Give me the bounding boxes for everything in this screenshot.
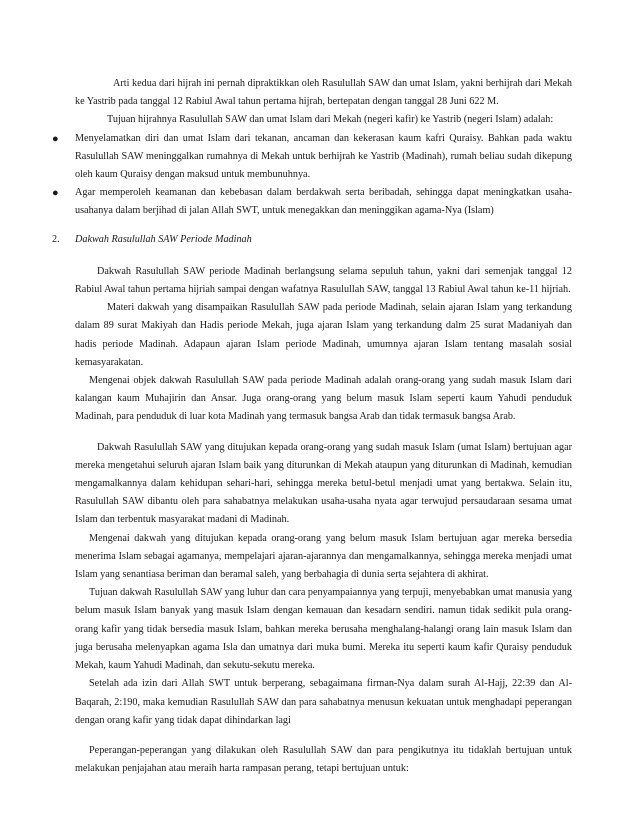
paragraph-period-duration: Dakwah Rasulullah SAW periode Madinah berlangsung selama sepuluh tahun, yakni dari semenjak tanggal 12 Rabiul Awal tahun pertama hijriah sampai dengan wafatnya Rasulullah SAW, tanggal 13 Rabiul Awal tahun ke-11 hijriah.: [75, 265, 572, 296]
paragraph-war-permission: Setelah ada izin dari Allah SWT untuk berperang, sebagaimana firman-Nya dalam surah Al-Hajj, 22:39 dan Al-Baqarah, 2:190, maka kemudian Rasulullah SAW dan para sahabatnya menusun kekuatan untuk menghadapi peperangan dengan orang kafir yang tidak dapat dihindarkan lagi: [75, 678, 572, 726]
section-number: 2.: [52, 233, 60, 245]
paragraph-dakwah-non-muslims: Mengenai dakwah yang ditujukan kepada orang-orang yang belum masuk Islam bertujuan agar mereka bersedia menerima Islam sebagai agamanya, mempelajari ajaran-ajarannya dan mengamalkannya, sehingga mereka menjadi umat Islam yang senantiasa beriman dan beramal saleh, yang berbahagia di dunia serta sejahtera di akhirat.: [75, 532, 572, 581]
paragraph-dakwah-material: Materi dakwah yang disampaikan Rasulullah SAW pada periode Madinah, selain ajaran Islam yang terkandung dalam 89 surat Makiyah dan Hadis periode Mekah, juga ajaran Islam yang terkandung dalm 25 surat Madaniyah dan hadis periode Madinah. Adapaun ajaran Islam periode Madinah, umumnya ajaran Islam tentang masalah sosial kemasyarakatan.: [75, 302, 572, 368]
paragraph-hijrah-meaning: Arti kedua dari hijrah ini pernah dipraktikkan oleh Rasulullah SAW dan umat Islam, yakni berhijrah dari Mekah ke Yastrib pada tanggal 12 Rabiul Awal tahun pertama hijrah, bertepatan dengan tanggal 28 Juni 622 M.: [75, 78, 572, 108]
list-item-text: Agar memperoleh keamanan dan kebebasan dalam berdakwah serta beribadah, sehingga dapat meningkatkan usaha-usahanya dalam berjihad di jalan Allah SWT, untuk menegakkan dan meninggikan agama-Nya (Islam): [75, 187, 572, 217]
bullet-dot-icon: ●: [52, 187, 59, 200]
bullet-dot-icon: ●: [52, 132, 59, 145]
purpose-list: [52, 130, 572, 221]
section-heading: [52, 231, 572, 249]
paragraph-dakwah-goal: Tujuan dakwah Rasulullah SAW yang luhur dan cara penyampaiannya yang terpuji, menyebabkan umat manusia yang belum masuk Islam banyak yang masuk Islam dengan kemauan dan kesadarn sendiri. namun tidak sedikit pula orang-orang kafir yang tidak bersedia masuk Islam, bahkan mereka berusaha menghalang-halangi orang lain masuk Islam dan juga berusaha melenyapkan agama Isla dan umatnya dari muka bumi. Mereka itu seperti kaum kafir Quraisy penduduk Mekah, kaum Yahudi Madinah, dan sekutu-sekutu mereka.: [75, 587, 572, 672]
paragraph-dakwah-muslims: Dakwah Rasulullah SAW yang ditujukan kepada orang-orang yang sudah masuk Islam (umat Islam) bertujuan agar mereka mengetahui seluruh ajaran Islam baik yang diturunkan di Mekah ataupun yang diturunkan di Madinah, kemudian mengamalkannya dalam kehidupan sehari-hari, sehingga mereka betul-betul menjadi umat yang bertakwa. Selain itu, Rasulullah SAW dibantu oleh para sahabatnya melakukan usaha-usaha nyata agar terwujud persaudaraan sesama umat Islam dan terbentuk masyarakat madani di Madinah.: [75, 441, 572, 526]
section-title: Dakwah Rasulullah SAW Periode Madinah: [75, 233, 252, 245]
paragraph-dakwah-object: Mengenai objek dakwah Rasulullah SAW pada periode Madinah adalah orang-orang yang sudah masuk Islam dari kalangan kaum Muhajirin dan Ansar. Juga orang-orang yang belum masuk Islam seperti kaum Yahudi penduduk Madinah, para penduduk di luar kota Madinah yang termasuk bangsa Arab dan tidak termasuk bangsa Arab.: [75, 375, 572, 423]
list-item: [52, 130, 572, 185]
paragraph-hijrah-purpose: Tujuan hijrahnya Rasulullah SAW dan umat Islam dari Mekah (negeri kafir) ke Yastrib (negeri Islam) adalah:: [107, 114, 554, 126]
list-item-text: Menyelamatkan diri dan umat Islam dari tekanan, ancaman dan kekerasan kaum kafri Quraisy. Bahkan pada waktu Rasulullah SAW meninggalkan rumahnya di Mekah untuk berhijrah ke Yastrib (Madinah), rumah beliau sudah dikepung oleh kaum Quraisy dengan maksud untuk membunuhnya.: [75, 132, 572, 181]
list-item: [52, 184, 572, 220]
paragraph-war-purpose: Peperangan-peperangan yang dilakukan oleh Rasulullah SAW dan para pengikutnya itu tidaklah bertujuan untuk melakukan penjajahan atau meraih harta rampasan perang, tetapi bertujuan untuk:: [75, 744, 572, 775]
